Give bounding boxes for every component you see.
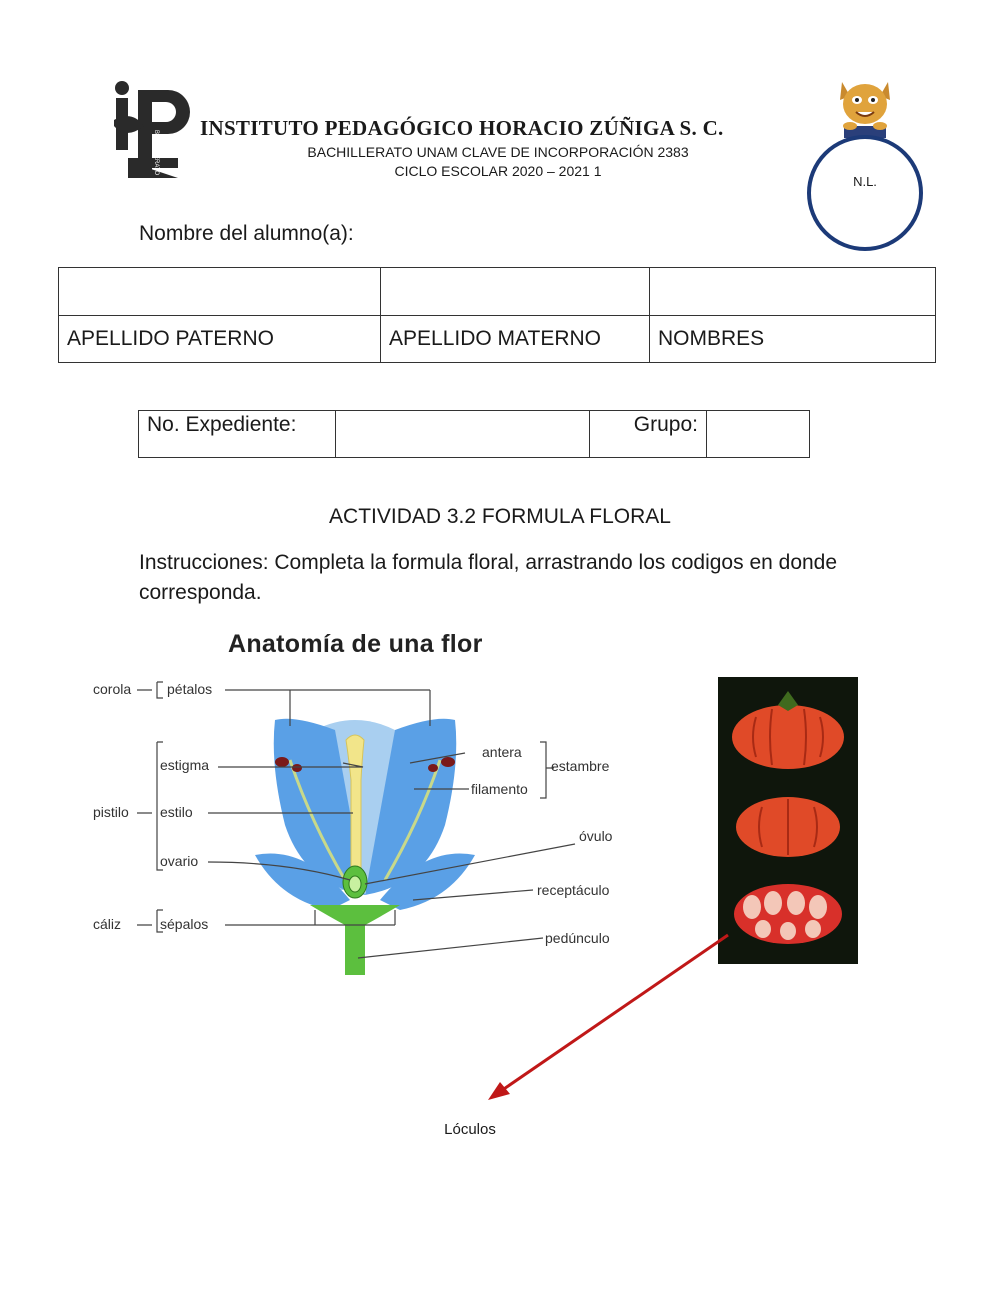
label-estambre: estambre [551,758,610,774]
label-ovulo: óvulo [579,828,613,844]
expediente-table [138,410,810,458]
activity-title: ACTIVIDAD 3.2 FORMULA FLORAL [329,505,671,528]
institution-name: INSTITUTO PEDAGÓGICO HORACIO ZÚÑIGA S. C. [200,116,724,140]
label-sepalos: sépalos [160,916,209,932]
school-cycle: CICLO ESCOLAR 2020 – 2021 1 [394,163,602,179]
label-estilo: estilo [160,804,193,820]
label-antera: antera [482,744,522,760]
label-caliz: cáliz [93,916,122,932]
loculos-label: Lóculos [444,1121,496,1138]
nombres-header: NOMBRES [650,316,936,363]
label-pedunculo: pedúnculo [545,930,610,946]
apellido-paterno-header: APELLIDO PATERNO [59,316,381,363]
label-filamento: filamento [471,781,528,797]
apellido-paterno-field[interactable] [59,268,381,316]
label-corola: corola [93,681,132,697]
label-petalos: pétalos [167,681,213,697]
label-pistilo: pistilo [93,804,129,820]
diagram-title: Anatomía de una flor [228,630,483,658]
loculos-arrow [480,925,740,1105]
student-name-table [58,267,936,363]
list-number-label: N.L. [853,174,877,189]
apellido-materno-field[interactable] [381,268,650,316]
expediente-label: No. Expediente: [139,411,336,458]
label-receptaculo: receptáculo [537,882,610,898]
grupo-field[interactable] [707,411,810,458]
expediente-field[interactable] [336,411,590,458]
school-logo [108,70,192,180]
nombres-field[interactable] [650,268,936,316]
label-estigma: estigma [160,757,210,773]
grupo-label: Grupo: [590,411,707,458]
svg-text:BACHILLERATO: BACHILLERATO [153,130,159,176]
label-ovario: ovario [160,853,199,869]
student-name-label: Nombre del alumno(a): [139,222,354,245]
activity-instructions: Instrucciones: Completa la formula floral, arrastrando los codigos en donde corresponda. [139,551,838,604]
apellido-materno-header: APELLIDO MATERNO [381,316,650,363]
list-number-circle [807,135,923,251]
incorporation-subtitle: BACHILLERATO UNAM CLAVE DE INCORPORACIÓN 2383 [307,144,689,160]
mascot-image [832,74,898,140]
tomato-photo [718,677,858,964]
